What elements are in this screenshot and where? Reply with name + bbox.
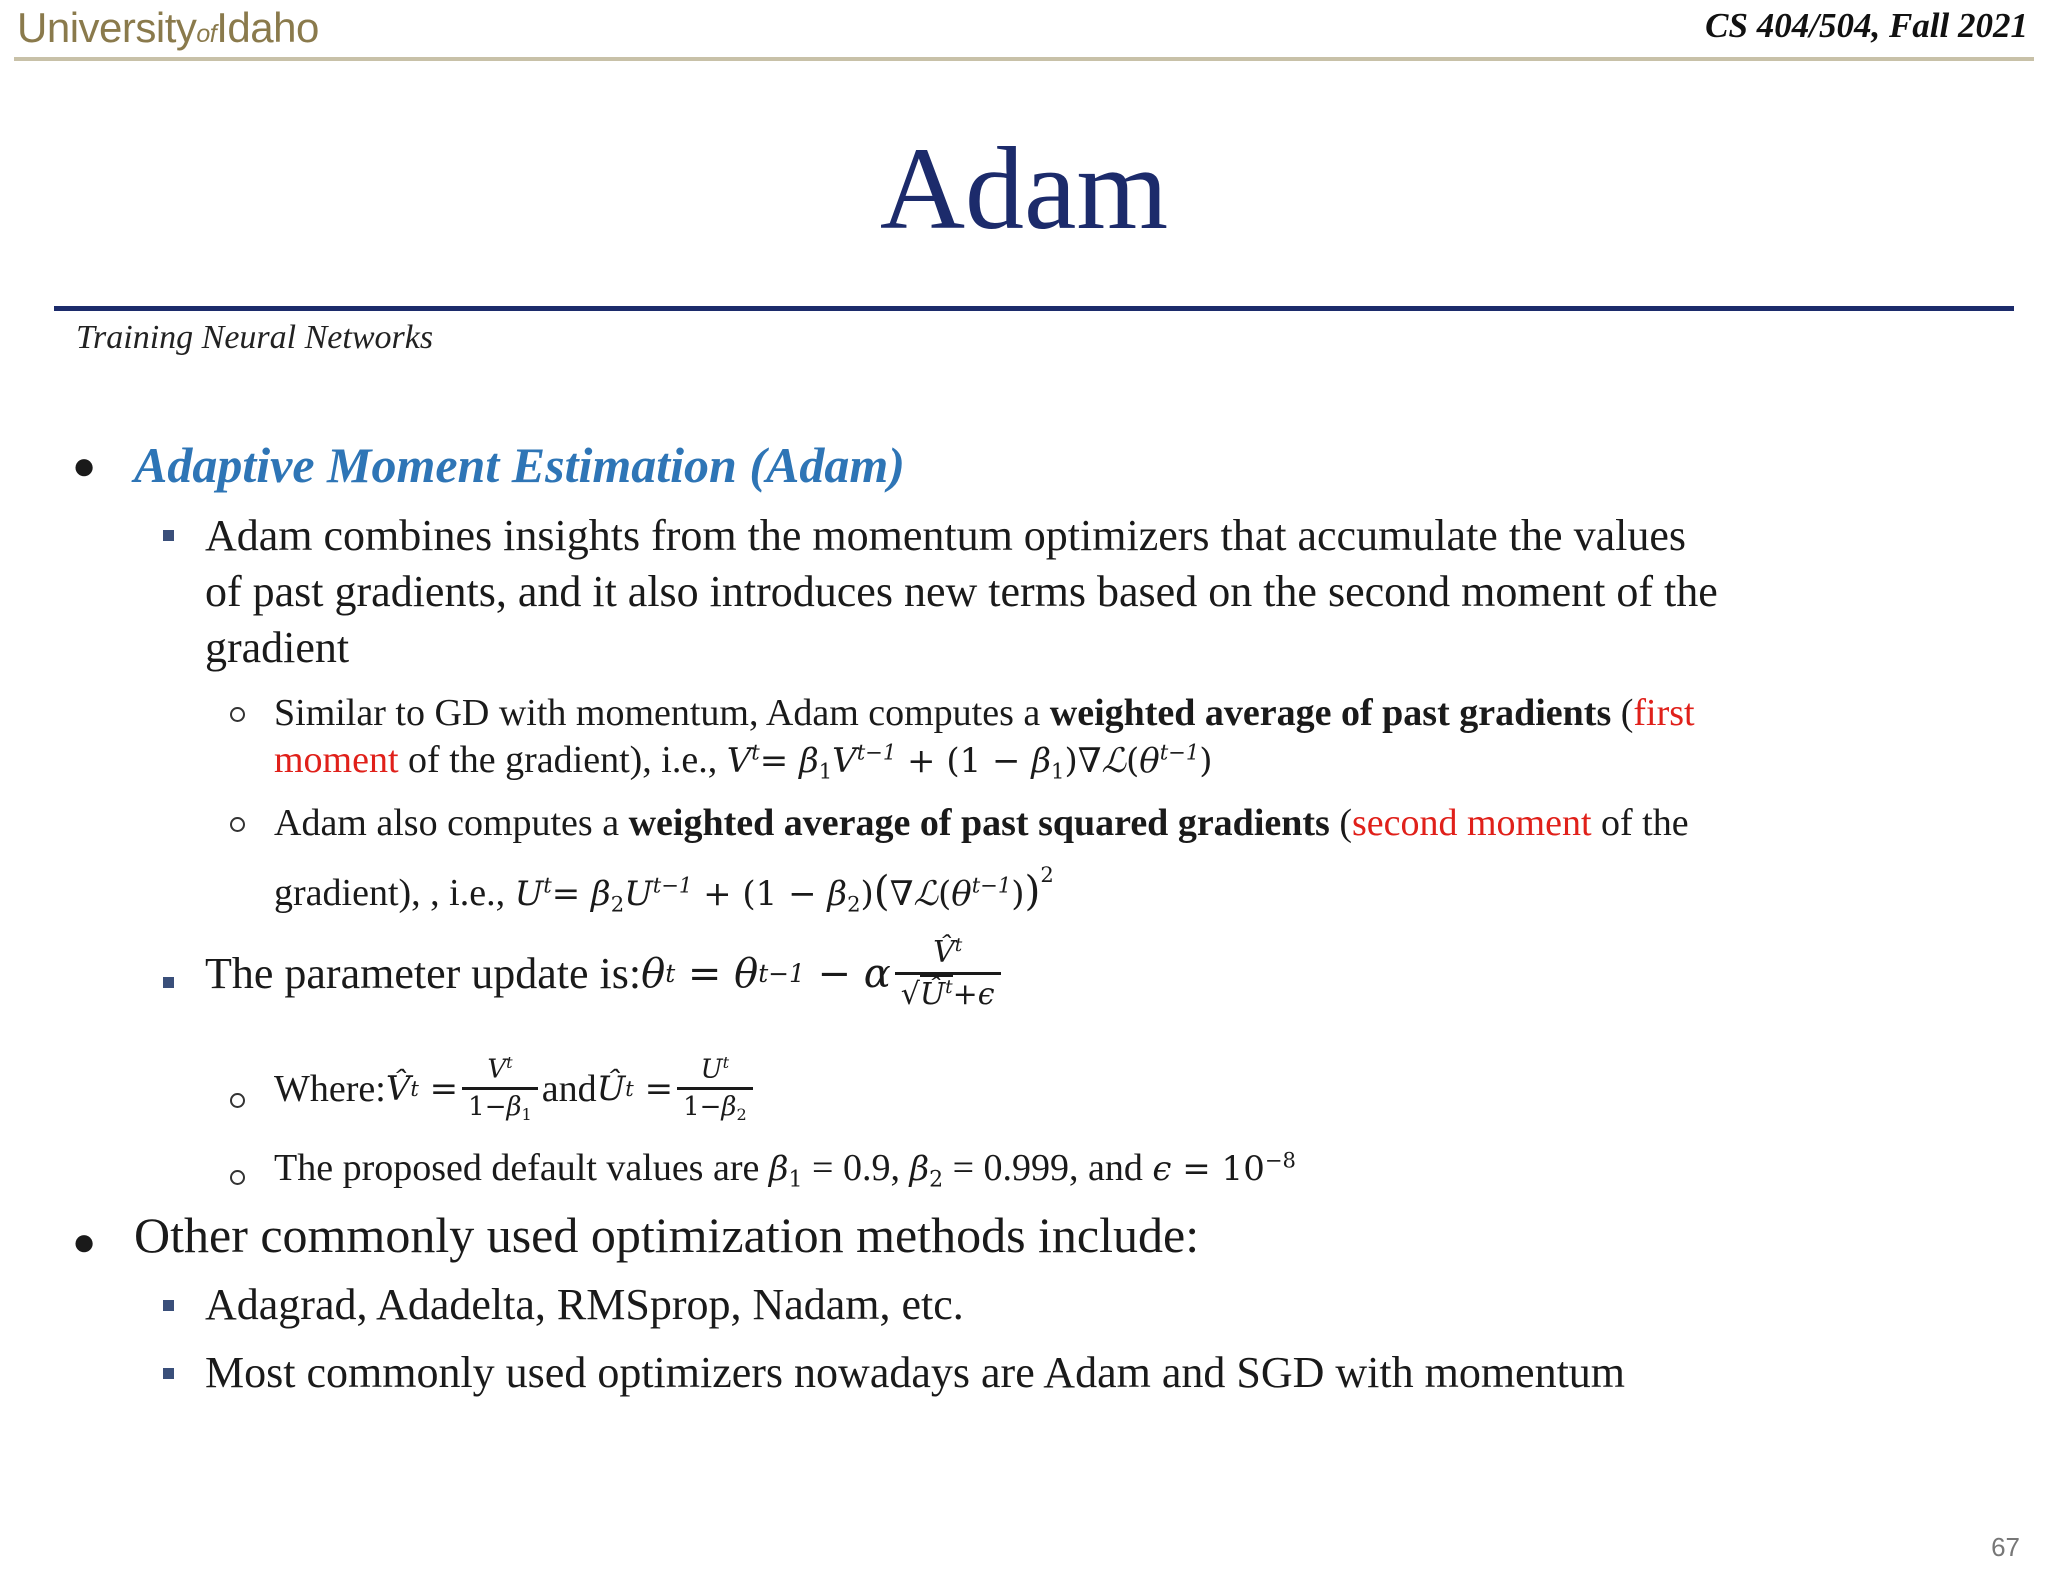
common-optimizers: Most commonly used optimizers nowadays are Adam and SGD with momentum	[205, 1348, 1626, 1397]
text: Adam also computes a	[274, 802, 629, 844]
second-moment-formula: $U^t= \beta_2U^{t-1} + (1$ − $\beta_2)(\nabla ℒ(\theta^{t-1}))^2$	[514, 862, 1054, 917]
text: = 0.999, and	[943, 1147, 1153, 1189]
slide-title: Adam	[879, 123, 1169, 254]
red-text: second moment	[1351, 802, 1592, 844]
update-formula: θ t = θ t−1 − α $\frac{V̂^t}{√Û^t+\epsilon}$	[641, 936, 1004, 1011]
text: gradient), , i.e.,	[274, 872, 515, 915]
text: (	[1611, 692, 1634, 734]
square-bullet-icon	[163, 977, 174, 988]
second-moment-line-2	[274, 862, 1054, 917]
title-divider	[54, 306, 2014, 311]
v-hat-formula: V̂ t = $\frac{V^t}{1-\beta_1}$	[386, 1054, 542, 1124]
logo-part1: University	[17, 4, 197, 51]
text: Where:	[274, 1067, 386, 1110]
other-methods-list: Adagrad, Adadelta, RMSprop, Nadam, etc.	[205, 1280, 964, 1329]
text: Similar to GD with momentum, Adam computes a	[274, 692, 1050, 734]
red-text: moment	[274, 739, 399, 781]
logo-part2: Idaho	[216, 4, 319, 51]
square-bullet-icon	[163, 1368, 174, 1379]
parameter-update-line	[205, 936, 1005, 1011]
logo-of: of	[196, 20, 217, 48]
adam-desc-line-1: Adam combines insights from the momentum optimizers that accumulate the values	[205, 511, 1686, 560]
circle-bullet-icon	[230, 1093, 245, 1108]
bullet-dot-icon: ●	[72, 443, 97, 488]
circle-bullet-icon	[230, 817, 245, 832]
text: of the gradient), i.e.,	[398, 739, 727, 781]
header-divider	[14, 57, 2034, 61]
first-moment-line-2	[274, 738, 1213, 783]
text: (	[1329, 802, 1352, 844]
circle-bullet-icon	[230, 1170, 245, 1185]
slide-subtitle: Training Neural Networks	[76, 319, 434, 356]
university-of-idaho-logo	[17, 4, 319, 52]
text: The proposed default values are	[274, 1147, 769, 1189]
bullet-dot-icon: ●	[72, 1219, 97, 1264]
circle-bullet-icon	[230, 707, 245, 722]
text: and	[541, 1067, 597, 1110]
first-moment-line-1	[274, 691, 1695, 735]
second-moment-line-1	[274, 801, 1689, 845]
square-bullet-icon	[163, 1300, 174, 1311]
red-text: first	[1633, 692, 1695, 734]
u-hat-formula: Û t = $\frac{U^t}{1-\beta_2}$	[597, 1054, 757, 1124]
bold-text: weighted average of past squared gradients	[628, 802, 1330, 844]
text: The parameter update is:	[205, 949, 642, 999]
bold-text: weighted average of past gradients	[1049, 692, 1612, 734]
text: = 0.9,	[802, 1147, 910, 1189]
epsilon-formula: $\epsilon = 10^{-8}$	[1152, 1147, 1296, 1189]
other-methods-heading: Other commonly used optimization methods include:	[134, 1207, 1200, 1263]
course-label: CS 404/504, Fall 2021	[1705, 6, 2028, 45]
default-values-line: The proposed default values are $\beta_1 = 0.9$, $\beta_2 = 0.999$, and $\epsilon = 10^{-8}$	[274, 1147, 1296, 1193]
adam-desc-line-3: gradient	[205, 623, 350, 672]
adam-desc-line-2: of past gradients, and it also introduces new terms based on the second moment of the	[205, 567, 1718, 616]
square-bullet-icon	[163, 530, 174, 541]
text: of the	[1591, 802, 1689, 844]
first-moment-formula: $V^t= \beta_1V^{t-1} + (1$ − $\beta_1)\nabla ℒ(\theta^{t-1})$	[726, 739, 1213, 784]
page-number: 67	[1991, 1532, 2020, 1562]
adam-heading: Adaptive Moment Estimation (Adam)	[134, 437, 905, 493]
where-line	[274, 1054, 757, 1124]
